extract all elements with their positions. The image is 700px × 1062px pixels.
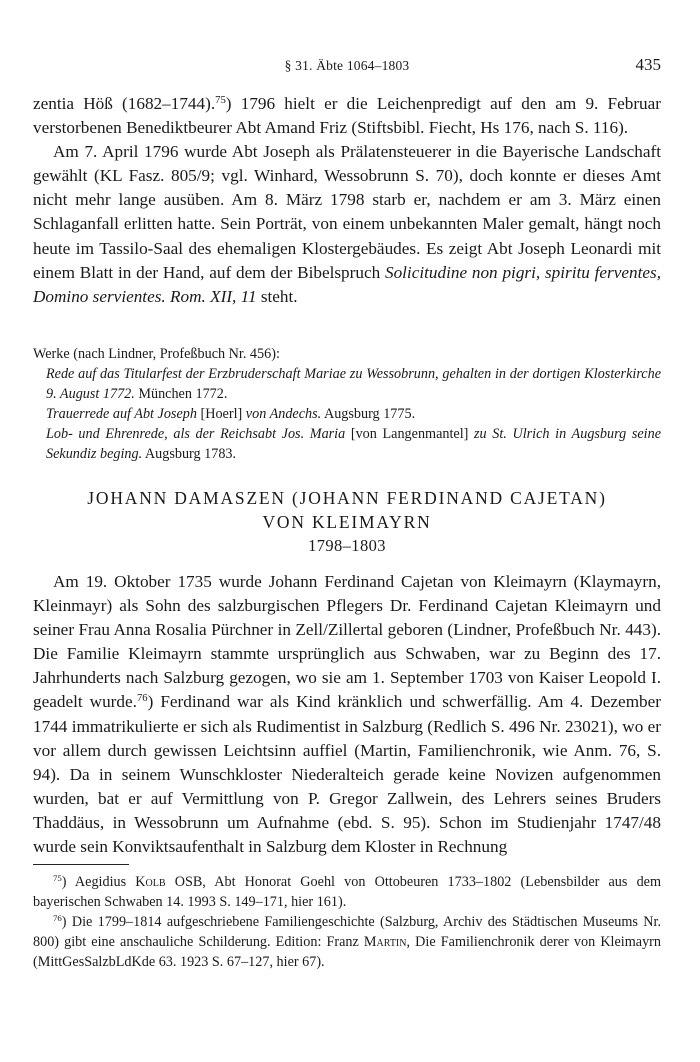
main-text-bottom [33, 570, 661, 859]
heading-line: JOHANN DAMASZEN (JOHANN FERDINAND CAJETAN) [87, 488, 607, 508]
footnote-ref-76: 76 [136, 693, 148, 705]
paragraph-text: Am 19. Oktober 1735 wurde Johann Ferdinand Cajetan von Kleimayrn (Klaymayrn, Kleinmayr) als Sohn des salzburgischen Pflegers Dr. Ferdinand Cajetan Kleimayrn und seiner Frau Anna Rosalia Pürchner in Zell/Zillertal geboren (Lindner, Profeßbuch Nr. 443). Die Familie Kleimayrn stammte ursprünglich aus Schwaben, war zu Beginn des 17. Jahrhunderts nach Salzburg gezogen, wo sie am 1. September 1703 von Kaiser Leopold I. geadelt wurde. [33, 572, 661, 712]
author-name: Martin [363, 934, 407, 950]
paragraph-election [33, 140, 661, 309]
running-header [33, 55, 661, 79]
paragraph-text: zentia Höß (1682–1744). [33, 94, 216, 113]
works-intro: Werke (nach Lindner, Profeßbuch Nr. 456): [33, 346, 280, 362]
footnote-ref-75: 75 [215, 95, 226, 107]
running-title: § 31. Äbte 1064–1803 [284, 58, 410, 73]
work-title: Rede auf das Titularfest der Erzbruderschaft Mariae zu Wessobrunn, gehalten in der dortigen Klosterkirche 9. August 1772. [46, 366, 661, 402]
work-note: [Hoerl] [196, 406, 246, 422]
work-imprint: Augsburg 1783. [142, 446, 237, 462]
bible-quote: Solicitudine non pigri, spiritu ferventes, Domino servientes. Rom. XII, 11 [33, 262, 661, 306]
works-list [33, 344, 661, 464]
works-item [33, 424, 661, 464]
footnote-text: , Die Familienchronik derer von Kleimayrn (MittGesSalzbLdKde 63. 1923 S. 67–127, hier 67). [33, 934, 661, 970]
author-name: Kolb [135, 874, 166, 890]
work-title: Trauerrede auf Abt Joseph [46, 406, 197, 422]
footnote-rule [33, 864, 129, 865]
paragraph-text: ) Ferdinand war als Kind kränklich und schwerfällig. Am 4. Dezember 1744 immatrikulierte er sich als Rudimentist in Salzburg (Redlich S. 496 Nr. 23021), wo er vor allem durch gewissen Leichtsinn auffiel (Martin, Familienchronik, wie Anm. 76, S. 94). Da in seinem Wunschkloster Niederalteich gerade keine Novizen aufgenommen wurden, bat er auf Vermittlung von P. Gregor Zallwein, des Lehrers seines Bruders Thaddäus, in Wessobrunn um Aufnahme (ebd. S. 95). Schon im Studienjahr 1747/48 wurde sein Konviktsaufenthalt in Salzburg dem Kloster in Rechnung [33, 692, 662, 857]
paragraph-text: ) 1796 hielt er die Leichenpredigt auf den am 9. Februar verstorbenen Benediktbeurer Abt Amand Friz (Stiftsbibl. Fiecht, Hs 176, nach S. 116). [33, 94, 661, 138]
heading-years: 1798–1803 [308, 536, 386, 555]
work-title: Lob- und Ehrenrede, als der Reichsabt Jos. Maria [46, 426, 346, 442]
page-number: 435 [635, 55, 661, 74]
work-imprint: München 1772. [134, 386, 228, 402]
paragraph-biography [33, 570, 661, 859]
footnote-text: ) Aegidius [61, 874, 136, 890]
work-title: von Andechs. [245, 406, 322, 422]
footnote-number: 75 [53, 873, 62, 884]
paragraph-text: steht. [256, 286, 298, 306]
footnotes [33, 872, 661, 972]
work-title: zu St. Ulrich in Augsburg seine Sekundiz beging. [46, 426, 661, 462]
heading-line: VON KLEIMAYRN [262, 512, 432, 532]
works-item [33, 364, 661, 404]
work-note: [von Langenmantel] [345, 426, 475, 442]
footnote-text: OSB, Abt Honorat Goehl von Ottobeuren 1733–1802 (Lebensbilder aus dem bayerischen Schwaben 14. 1993 S. 149–171, hier 161). [33, 874, 662, 910]
footnote-number: 76 [53, 913, 62, 924]
work-imprint: Augsburg 1775. [321, 406, 416, 422]
footnote-75 [33, 872, 661, 912]
paragraph-text: Am 7. April 1796 wurde Abt Joseph als Prälatensteuerer in die Bayerische Landschaft gewählt (KL Fasz. 805/9; vgl. Winhard, Wessobrunn S. 70), doch konnte er dieses Amt nicht mehr lange ausüben. Am 8. März 1798 starb er, nachdem er am 3. März einen Schlaganfall erlitten hatte. Sein Porträt, von einem unbekannten Maler gemalt, hängt noch heute im Tassilo-Saal des ehemaligen Klostergebäudes. Es zeigt Abt Joseph Leonardi mit einem Blatt in der Hand, auf dem der Bibelspruch [33, 142, 661, 282]
footnote-text: ) Die 1799–1814 aufgeschriebene Familiengeschichte (Salzburg, Archiv des Städtischen Museums Nr. 800) gibt eine anschauliche Schilderung. Edition: Franz [33, 914, 661, 950]
main-text-top [33, 92, 661, 309]
section-heading [33, 486, 661, 558]
paragraph-continuation [33, 92, 661, 140]
footnote-76 [33, 912, 661, 972]
works-item [33, 404, 661, 424]
